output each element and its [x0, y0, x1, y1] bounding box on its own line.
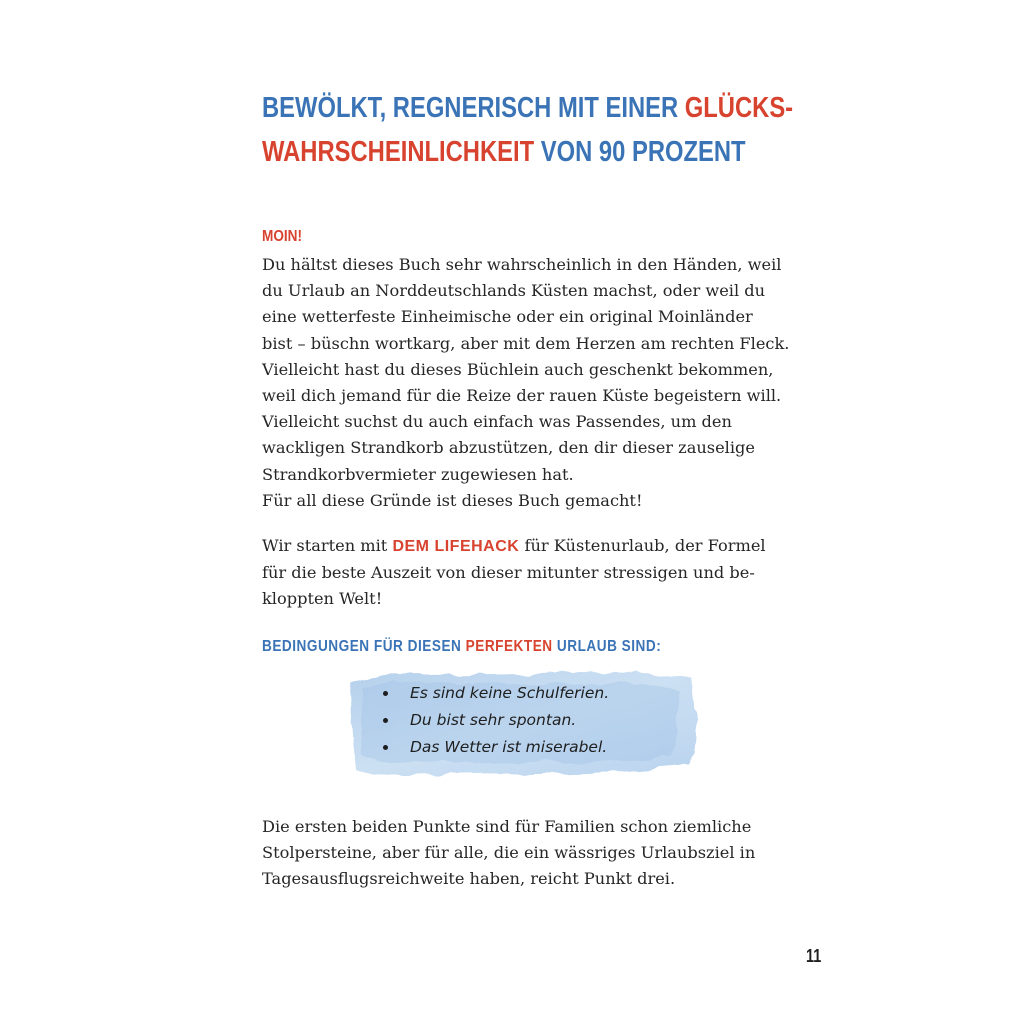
headline-line1-red: GLÜCKS-: [684, 92, 794, 124]
closing-line: Tagesausflugsreichweite haben, reicht Punkt drei.: [262, 869, 676, 889]
condition-text: Es sind keine Schulferien.: [410, 684, 610, 702]
intro-line: Für all diese Gründe ist dieses Buch gemacht!: [262, 490, 643, 510]
bullet-dot-icon: [383, 691, 388, 696]
intro-line: Strandkorbvermieter zugewiesen hat.: [262, 464, 574, 484]
chapter-headline: [262, 86, 794, 174]
conditions-heading-part1: BEDINGUNGEN FÜR DIESEN: [262, 638, 466, 655]
closing-paragraph: [262, 814, 782, 893]
conditions-list: [380, 680, 609, 761]
lifehack-highlight: DEM LIFEHACK: [392, 538, 520, 555]
headline-line-1: [262, 86, 794, 130]
lifehack-paragraph: [262, 533, 782, 613]
conditions-heading-part3: URLAUB SIND:: [552, 638, 662, 655]
conditions-heading-part2: PERFEKTEN: [465, 638, 553, 655]
intro-line: du Urlaub an Norddeutschlands Küsten machst, oder weil du: [262, 281, 766, 301]
closing-line: Die ersten beiden Punkte sind für Familien schon ziemliche: [262, 817, 752, 836]
list-item: [380, 707, 609, 734]
intro-line: Vielleicht hast du dieses Büchlein auch geschenkt bekommen,: [262, 359, 774, 379]
lifehack-line-1: [262, 533, 782, 560]
lifehack-line-2: für die beste Auszeit von dieser mitunter stressigen und be-: [262, 563, 755, 583]
intro-line: wackligen Strandkorb abzustützen, den dir dieser zauselige: [262, 438, 755, 458]
headline-line1-blue: BEWÖLKT, REGNERISCH MIT EINER: [262, 92, 685, 124]
condition-text: Du bist sehr spontan.: [410, 711, 577, 729]
intro-line: bist – büschn wortkarg, aber mit dem Herzen am rechten Fleck.: [262, 333, 790, 353]
lifehack-after: für Küstenurlaub, der Formel: [519, 536, 766, 555]
closing-line: Stolpersteine, aber für alle, die ein wässriges Urlaubsziel in: [262, 843, 756, 863]
list-item: [380, 734, 609, 761]
bullet-dot-icon: [383, 718, 388, 723]
moin-heading: MOIN!: [262, 228, 303, 245]
bullet-dot-icon: [383, 745, 388, 750]
headline-line2-blue: VON 90 PROZENT: [534, 136, 746, 168]
intro-line: eine wetterfeste Einheimische oder ein original Moinländer: [262, 307, 753, 327]
intro-line: Vielleicht suchst du auch einfach was Passendes, um den: [262, 412, 732, 432]
conditions-heading: [262, 638, 661, 656]
intro-line: weil dich jemand für die Reize der rauen Küste begeistern will.: [262, 386, 782, 406]
page-number: 11: [806, 946, 822, 966]
intro-line: Du hältst dieses Buch sehr wahrscheinlich in den Händen, weil: [262, 255, 782, 274]
headline-line-2: [262, 130, 746, 174]
lifehack-before: Wir starten mit: [262, 536, 393, 555]
headline-line2-red: WAHRSCHEINLICHKEIT: [262, 136, 535, 168]
lifehack-line-3: kloppten Welt!: [262, 589, 383, 609]
condition-text: Das Wetter ist miserabel.: [410, 738, 608, 756]
list-item: [380, 680, 609, 707]
intro-paragraph: [262, 252, 790, 514]
